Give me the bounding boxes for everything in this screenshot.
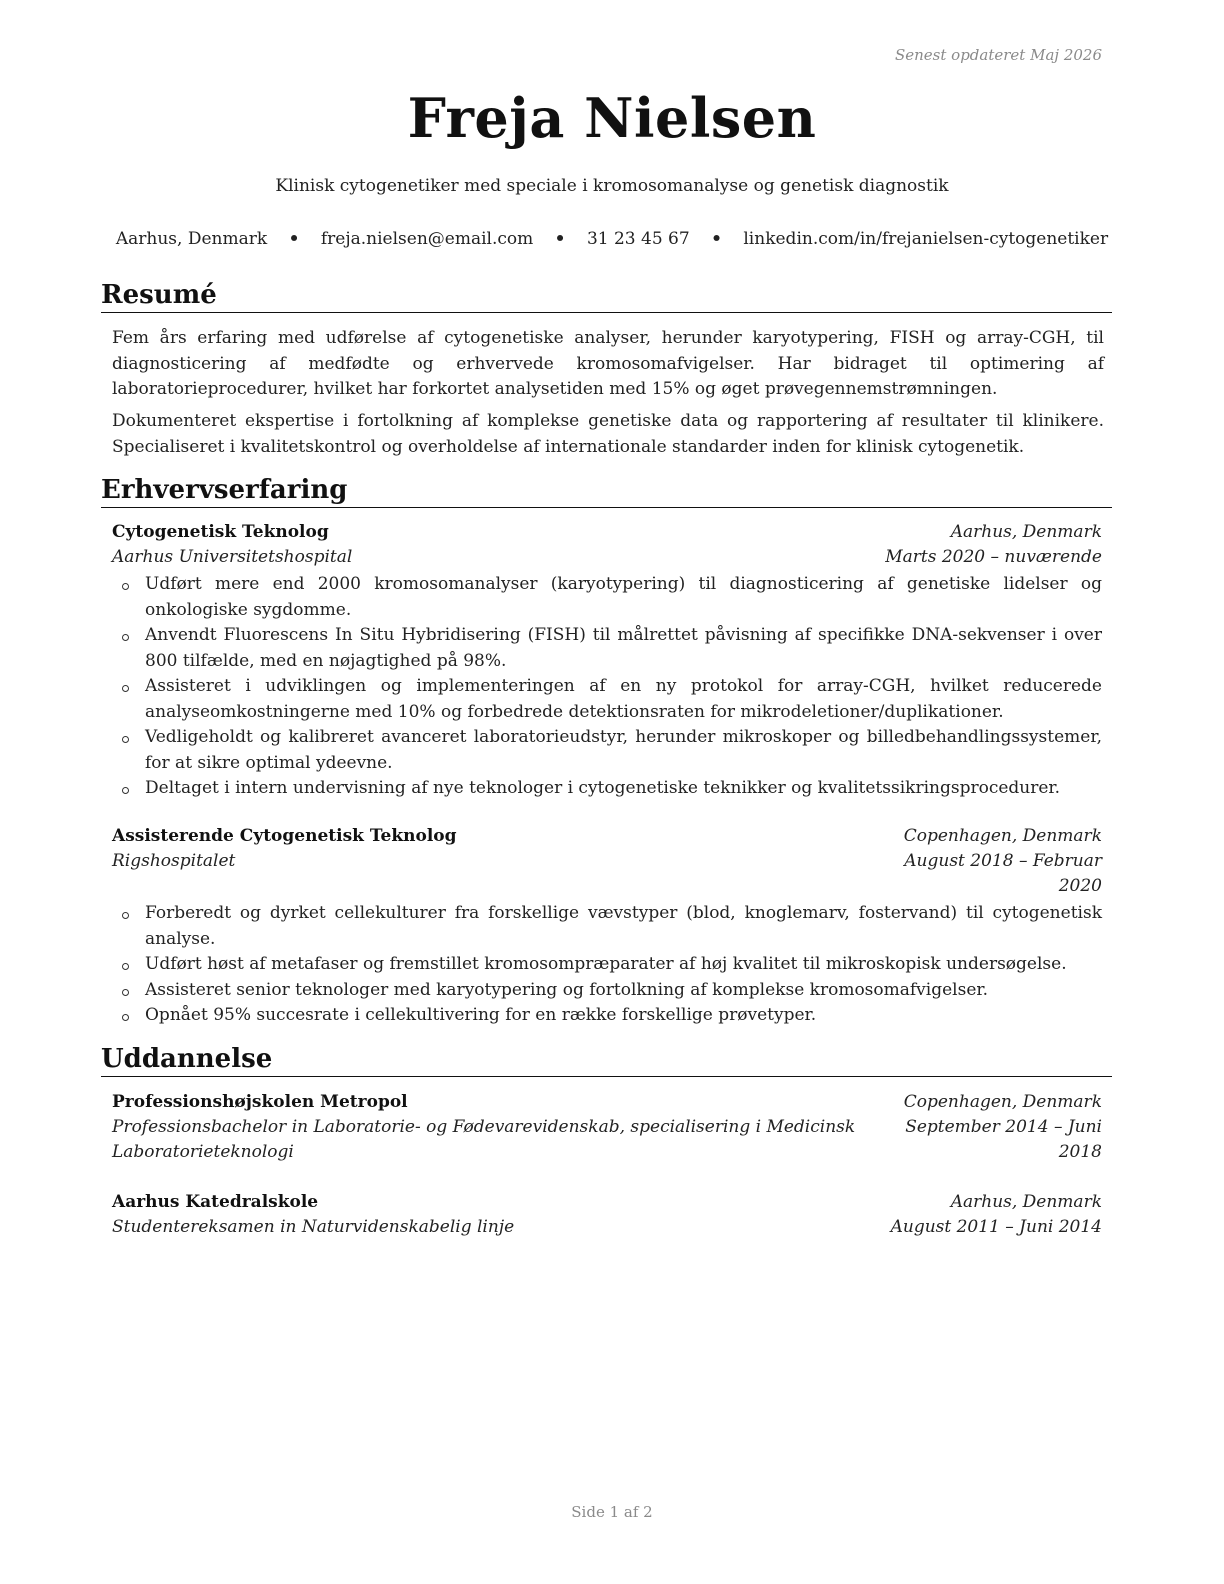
job-bullet — [112, 725, 1102, 776]
job-dates: Marts 2020 – nuværende — [885, 547, 1102, 567]
job-bullet — [112, 674, 1102, 725]
summary-paragraph: Fem års erfaring med udførelse af cytogenetiske analyser, herunder karyotypering, FISH og array-CGH, til diagnosticering af medfødte og erhvervede kromosomafvigelser. Har bidraget til optimering af laboratorieprocedurer, hvilket har forkortet analysetiden med 15% og øget prøvegennemstrømningen. — [112, 328, 1104, 399]
degree-continued: Laboratorieteknologi — [112, 1142, 294, 1162]
education-dates-continued: 2018 — [1058, 1142, 1102, 1162]
last-updated-note: Senest opdateret Maj 2026 — [894, 46, 1102, 64]
job-dates-continued: 2020 — [1058, 876, 1102, 896]
job-organization: Aarhus Universitetshospital — [112, 547, 353, 567]
job-bullet-text: Assisteret senior teknologer med karyotypering og fortolkning af komplekse kromosomafvigelser. — [145, 979, 989, 1000]
section-title-education: Uddannelse — [101, 1044, 1112, 1077]
job-bullet — [112, 1003, 1102, 1029]
job-bullet — [112, 978, 1102, 1004]
job-bullet-text: Assisteret i udviklingen og implementeringen af en ny protokol for array-CGH, hvilket reducerede analyseomkostningerne med 10% og forbedrede detektionsraten for mikrodeletioner/duplikationer. — [145, 676, 1102, 722]
circle-bullet-icon — [122, 912, 129, 919]
job-bullet — [112, 623, 1102, 674]
contact-location: Aarhus, Denmark — [115, 229, 268, 249]
job-bullet-list — [112, 901, 1102, 1029]
school-location: Aarhus, Denmark — [950, 1192, 1102, 1212]
degree: Professionsbachelor in Laboratorie- og Fødevarevidenskab, specialisering i Medicinsk — [112, 1117, 856, 1137]
candidate-name: Freja Nielsen — [407, 86, 817, 150]
job-bullet-text: Udført høst af metafaser og fremstillet kromosompræparater af høj kvalitet til mikroskopisk undersøgelse. — [145, 954, 1067, 974]
circle-bullet-icon — [122, 963, 129, 970]
page-number: Side 1 af 2 — [571, 1503, 653, 1521]
circle-bullet-icon — [122, 787, 129, 794]
circle-bullet-icon — [122, 634, 129, 641]
school-name: Professionshøjskolen Metropol — [112, 1092, 408, 1112]
job-bullet-list — [112, 572, 1102, 802]
job-bullet-text: Opnået 95% succesrate i cellekultivering for en række forskellige prøvetyper. — [145, 1005, 817, 1025]
degree: Studentereksamen in Naturvidenskabelig linje — [112, 1217, 515, 1237]
circle-bullet-icon — [122, 685, 129, 692]
job-entry — [112, 826, 1102, 1029]
bullet-separator-icon: • — [711, 229, 722, 249]
job-organization: Rigshospitalet — [112, 851, 236, 871]
school-name: Aarhus Katedralskole — [112, 1192, 319, 1212]
education-entry — [112, 1092, 1102, 1167]
job-dates: August 2018 – Februar — [904, 851, 1102, 871]
job-bullet-text: Vedligeholdt og kalibreret avanceret laboratorieudstyr, herunder mikroskoper og billedbehandlingssystemer, for at sikre optimal ydeevne. — [145, 727, 1102, 773]
job-bullet-text: Udført mere end 2000 kromosomanalyser (karyotypering) til diagnosticering af genetiske lidelser og onkologiske sygdomme. — [145, 574, 1102, 620]
job-entry — [112, 522, 1102, 802]
job-bullet — [112, 901, 1102, 952]
education-dates: September 2014 – Juni — [905, 1117, 1102, 1137]
job-role: Cytogenetisk Teknolog — [112, 522, 329, 542]
section-title-summary: Resumé — [101, 280, 1112, 313]
job-bullet-text: Deltaget i intern undervisning af nye teknologer i cytogenetiske teknikker og kvalitetssikringsprocedurer. — [145, 778, 1061, 798]
education-dates: August 2011 – Juni 2014 — [890, 1217, 1102, 1237]
bullet-separator-icon: • — [288, 229, 300, 249]
contact-linkedin[interactable]: linkedin.com/in/frejanielsen-cytogenetiker — [743, 229, 1109, 249]
job-bullet — [112, 952, 1102, 978]
job-bullet-text: Anvendt Fluorescens In Situ Hybridisering (FISH) til målrettet påvisning af specifikke DNA-sekvenser i over 800 tilfælde, med en nøjagtighed på 98%. — [145, 625, 1102, 671]
bullet-separator-icon: • — [554, 229, 566, 249]
candidate-tagline: Klinisk cytogenetiker med speciale i kromosomanalyse og genetisk diagnostik — [275, 176, 949, 196]
section-title-experience: Erhvervserfaring — [101, 475, 1112, 508]
job-bullet — [112, 776, 1102, 802]
education-entry — [112, 1192, 1102, 1242]
job-bullet-text: Forberedt og dyrket cellekulturer fra forskellige vævstyper (blod, knoglemarv, fostervand) til cytogenetisk analyse. — [145, 903, 1102, 949]
circle-bullet-icon — [122, 989, 129, 996]
contact-email[interactable]: freja.nielsen@email.com — [320, 229, 534, 249]
job-bullet — [112, 572, 1102, 623]
job-location: Aarhus, Denmark — [950, 522, 1102, 542]
circle-bullet-icon — [122, 583, 129, 590]
job-location: Copenhagen, Denmark — [903, 826, 1102, 846]
job-role: Assisterende Cytogenetisk Teknolog — [112, 826, 457, 846]
contact-line — [0, 229, 1224, 249]
contact-phone: 31 23 45 67 — [586, 229, 690, 249]
school-location: Copenhagen, Denmark — [903, 1092, 1102, 1112]
circle-bullet-icon — [122, 736, 129, 743]
circle-bullet-icon — [122, 1014, 129, 1021]
summary-paragraph: Dokumenteret ekspertise i fortolkning af komplekse genetiske data og rapportering af resultater til klinikere. Specialiseret i kvalitetskontrol og overholdelse af internationale standarder inden for klinisk cytogenetik. — [112, 411, 1104, 457]
